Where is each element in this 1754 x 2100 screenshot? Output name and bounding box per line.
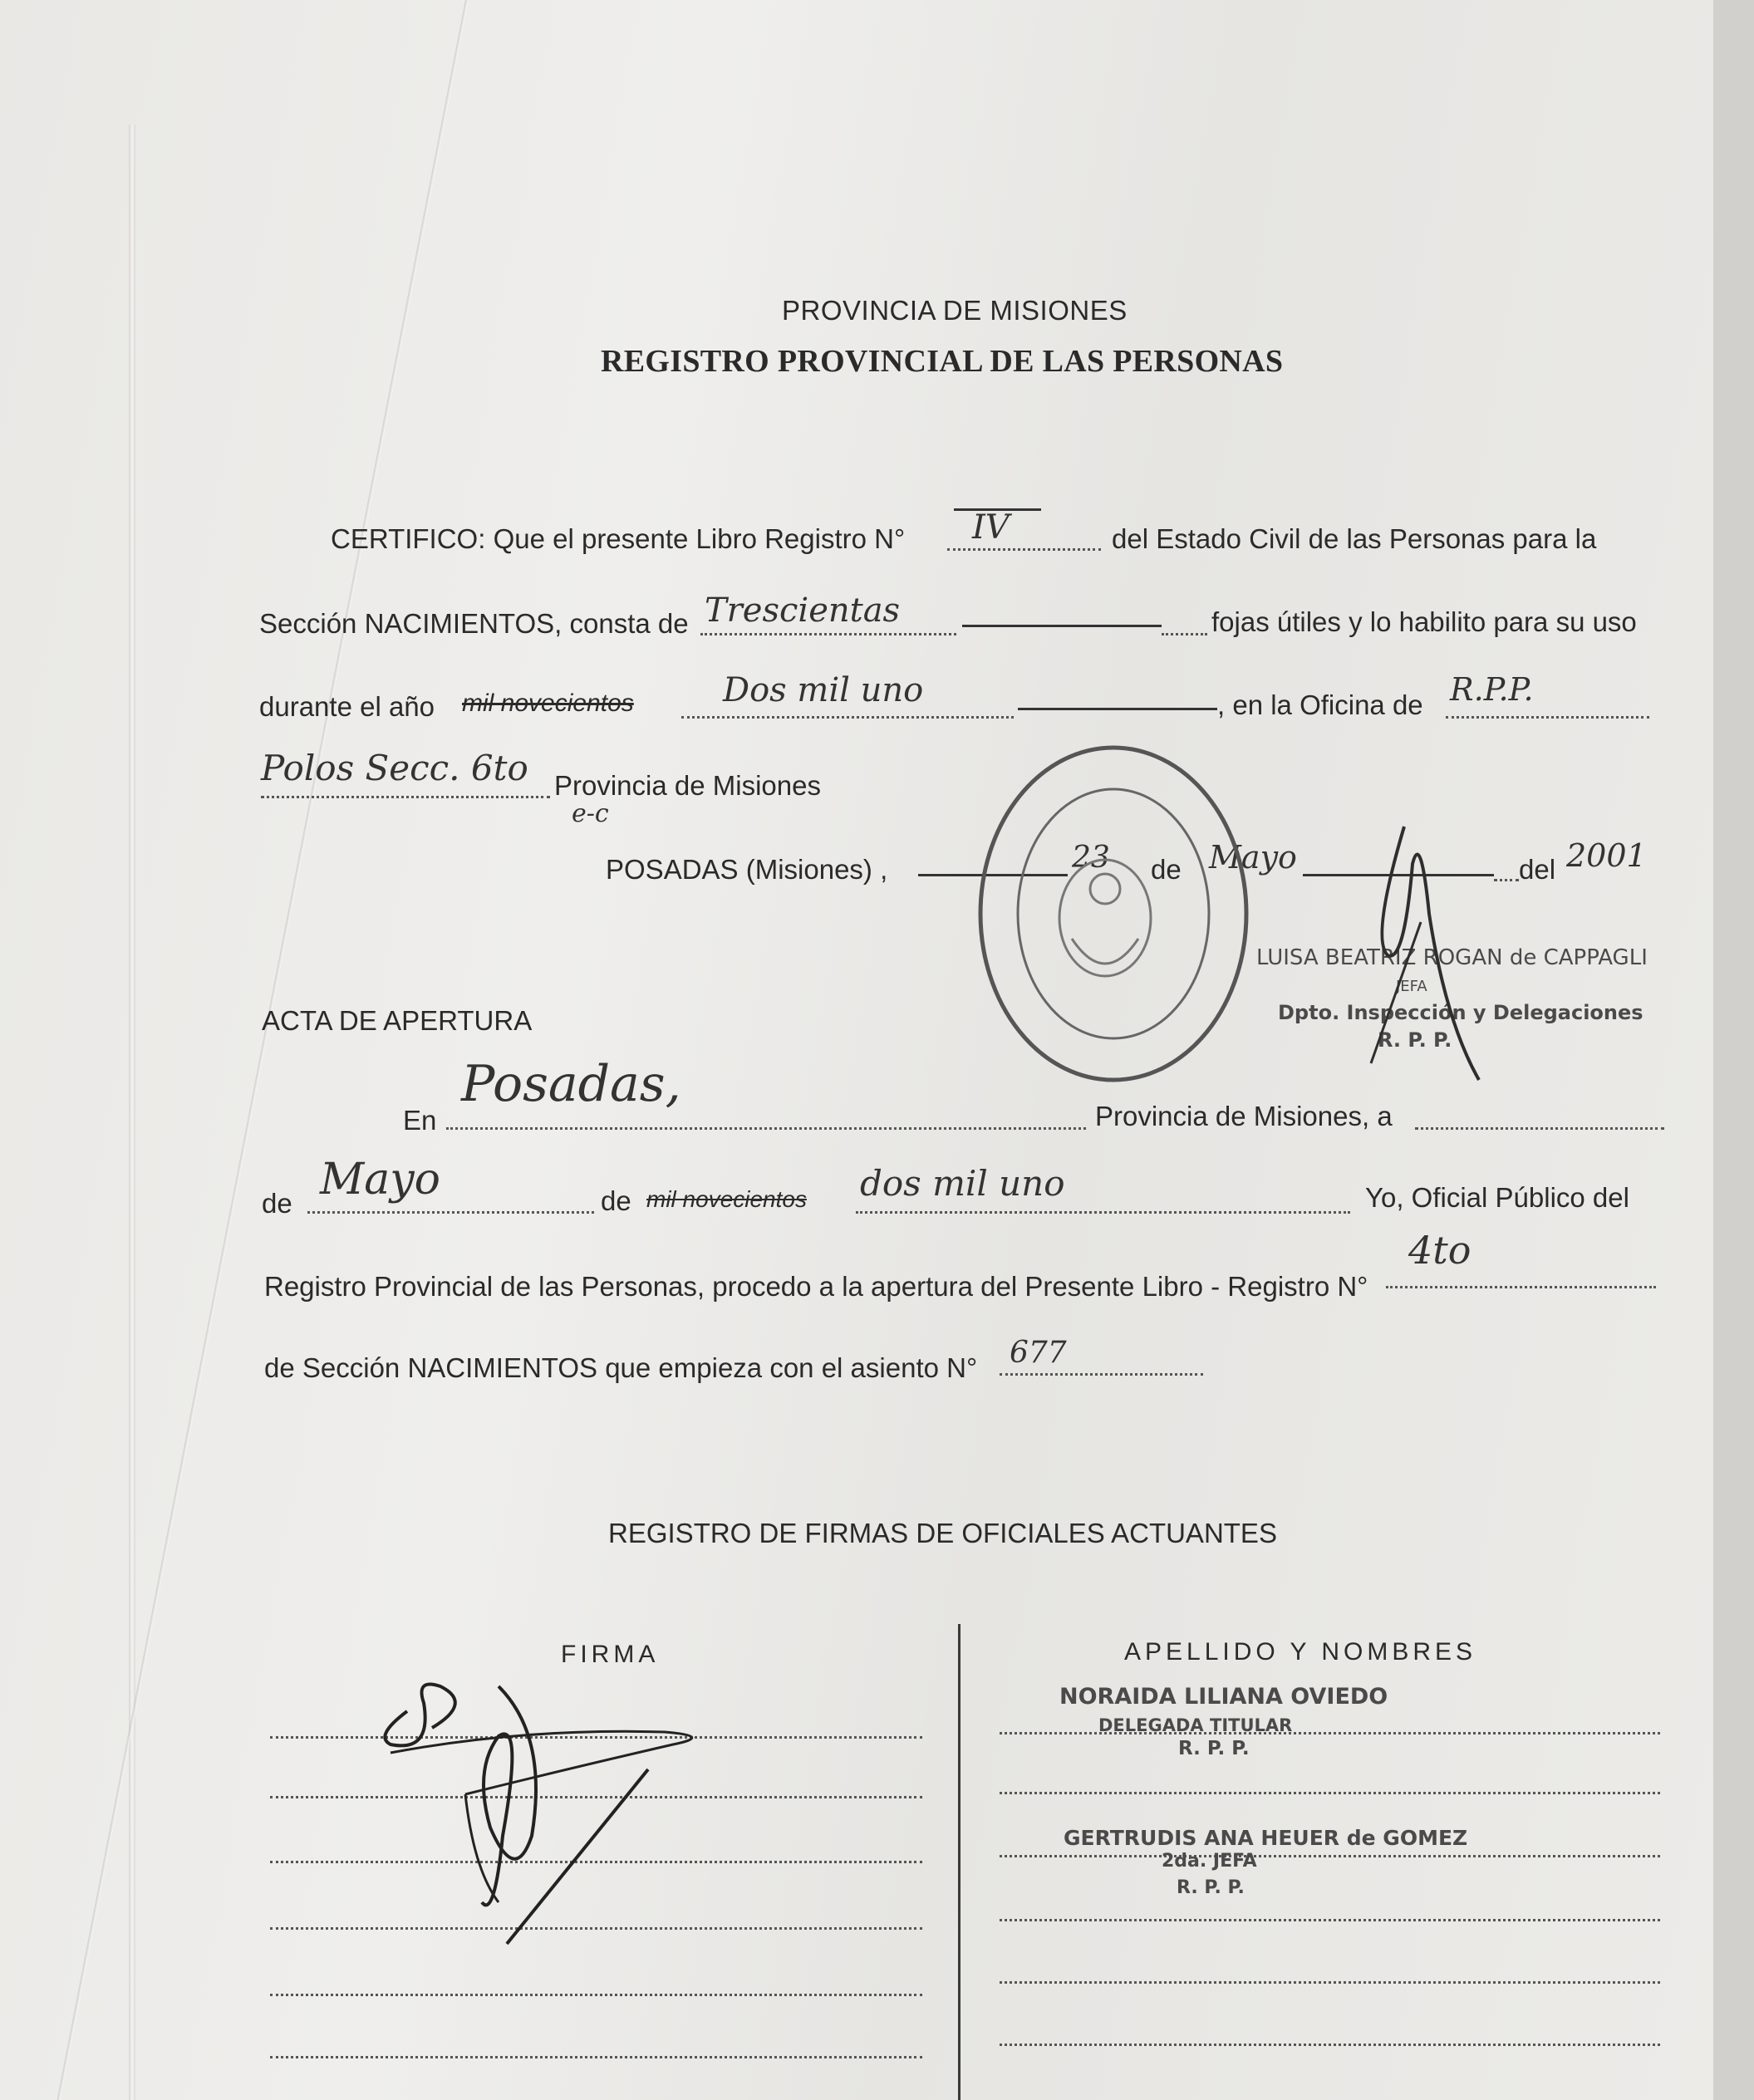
names-row-6 — [1000, 2044, 1660, 2046]
acta-city-hand: Posadas, — [461, 1055, 681, 1113]
officer-signature — [357, 1670, 806, 1960]
cert-date-day: 23 — [1072, 841, 1110, 875]
acta-book-number: 4to — [1408, 1228, 1471, 1273]
cert-line4-hand-2: e-c — [572, 799, 609, 828]
stamp1-title: DELEGADA TITULAR — [1098, 1715, 1293, 1735]
cert-year-struck: mil novecientos — [462, 689, 634, 717]
acta-entry-number: 677 — [1010, 1336, 1067, 1370]
cert-line3-text: durante el año — [259, 691, 435, 722]
names-row-4 — [1000, 1919, 1660, 1921]
stamp1-name: NORAIDA LILIANA OVIEDO — [1059, 1684, 1388, 1710]
cert-line2-dots — [700, 633, 956, 635]
acta-line2-text: de — [262, 1188, 292, 1219]
cert-line3-dots — [681, 716, 1014, 719]
cert-line1-text: CERTIFICO: Que el presente Libro Registro N° — [331, 523, 906, 554]
stamp-official-dept: Dpto. Inspección y Delegaciones — [1278, 1001, 1643, 1024]
cert-line2-dots-b — [1162, 633, 1207, 635]
stamp1-org: R. P. P. — [1178, 1738, 1250, 1759]
cert-line3-dots-b — [1446, 716, 1649, 719]
cert-date-de: de — [1151, 854, 1182, 885]
stamp-official-org: R. P. P. — [1378, 1028, 1452, 1052]
cert-year-hand: Dos mil uno — [723, 671, 924, 709]
stamp-official-name: LUISA BEATRIZ ROGAN de CAPPAGLI — [1256, 945, 1648, 970]
acta-year-struck: mil novecientos — [646, 1186, 807, 1212]
acta-line2-dots-b — [856, 1211, 1350, 1214]
stamp2-org: R. P. P. — [1177, 1877, 1245, 1898]
registry-heading: REGISTRO PROVINCIAL DE LAS PERSONAS — [601, 344, 1284, 379]
cert-date-place: POSADAS (Misiones) , — [606, 854, 888, 885]
cert-line1-dots — [947, 548, 1101, 551]
cert-date-del: del — [1519, 854, 1556, 885]
cert-line2-text-b: fojas útiles y lo habilito para su uso — [1211, 606, 1637, 637]
acta-line1-text-b: Provincia de Misiones, a — [1095, 1101, 1393, 1131]
cert-line4-dots — [261, 796, 550, 798]
cert-date-year: 2001 — [1566, 837, 1647, 874]
cert-book-number: IV — [972, 508, 1010, 547]
cert-office-hand: R.P.P. — [1450, 671, 1534, 708]
province-heading: PROVINCIA DE MISIONES — [782, 295, 1128, 326]
acta-line3-dots — [1386, 1286, 1656, 1288]
acta-line1-text: En — [403, 1105, 437, 1136]
acta-line1-dots — [446, 1127, 1086, 1130]
acta-line2-de: de — [601, 1185, 631, 1216]
firma-row-6 — [270, 2056, 922, 2058]
stamp2-name: GERTRUDIS ANA HEUER de GOMEZ — [1064, 1826, 1468, 1850]
cert-line2-fill — [962, 625, 1162, 627]
cert-folios: Trescientas — [705, 591, 901, 630]
page-edge — [1713, 0, 1754, 2100]
official-seal — [972, 739, 1255, 1088]
acta-line4-text: de Sección NACIMIENTOS que empieza con el asiento N° — [264, 1352, 978, 1383]
acta-line1-dots-b — [1415, 1127, 1664, 1130]
stamp-official-title: JEFA — [1396, 978, 1427, 995]
acta-line3-text: Registro Provincial de las Personas, procedo a la apertura del Presente Libro - Registro N° — [264, 1271, 1368, 1302]
names-row-5 — [1000, 1981, 1660, 1984]
cert-line3-text-b: , en la Oficina de — [1217, 689, 1423, 720]
acta-line2-text-b: Yo, Oficial Público del — [1365, 1182, 1629, 1213]
cert-date-month: Mayo — [1209, 839, 1297, 876]
acta-line4-dots — [1000, 1373, 1203, 1376]
official-signature — [1329, 814, 1504, 1088]
cert-line1-text-b: del Estado Civil de las Personas para la — [1112, 523, 1597, 554]
acta-year-hand: dos mil uno — [860, 1163, 1065, 1204]
col-firma-header: FIRMA — [561, 1641, 660, 1668]
names-row-3 — [1000, 1855, 1660, 1857]
cert-line2-text: Sección NACIMIENTOS, consta de — [259, 608, 689, 639]
firma-row-5 — [270, 1994, 922, 1996]
cert-line4-text: Provincia de Misiones — [554, 770, 821, 801]
acta-line2-dots — [307, 1211, 594, 1214]
cert-line3-fill — [1018, 708, 1217, 710]
column-separator — [958, 1624, 961, 2100]
signatures-title: REGISTRO DE FIRMAS DE OFICIALES ACTUANTES — [608, 1518, 1277, 1548]
page-fold — [129, 125, 135, 2100]
acta-title: ACTA DE APERTURA — [262, 1005, 533, 1036]
col-names-header: APELLIDO Y NOMBRES — [1124, 1638, 1477, 1666]
stamp2-title: 2da. JEFA — [1162, 1851, 1257, 1872]
names-row-2 — [1000, 1792, 1660, 1794]
acta-month-hand: Mayo — [320, 1155, 440, 1205]
cert-office-hand-2: Polos Secc. 6to — [261, 748, 528, 788]
